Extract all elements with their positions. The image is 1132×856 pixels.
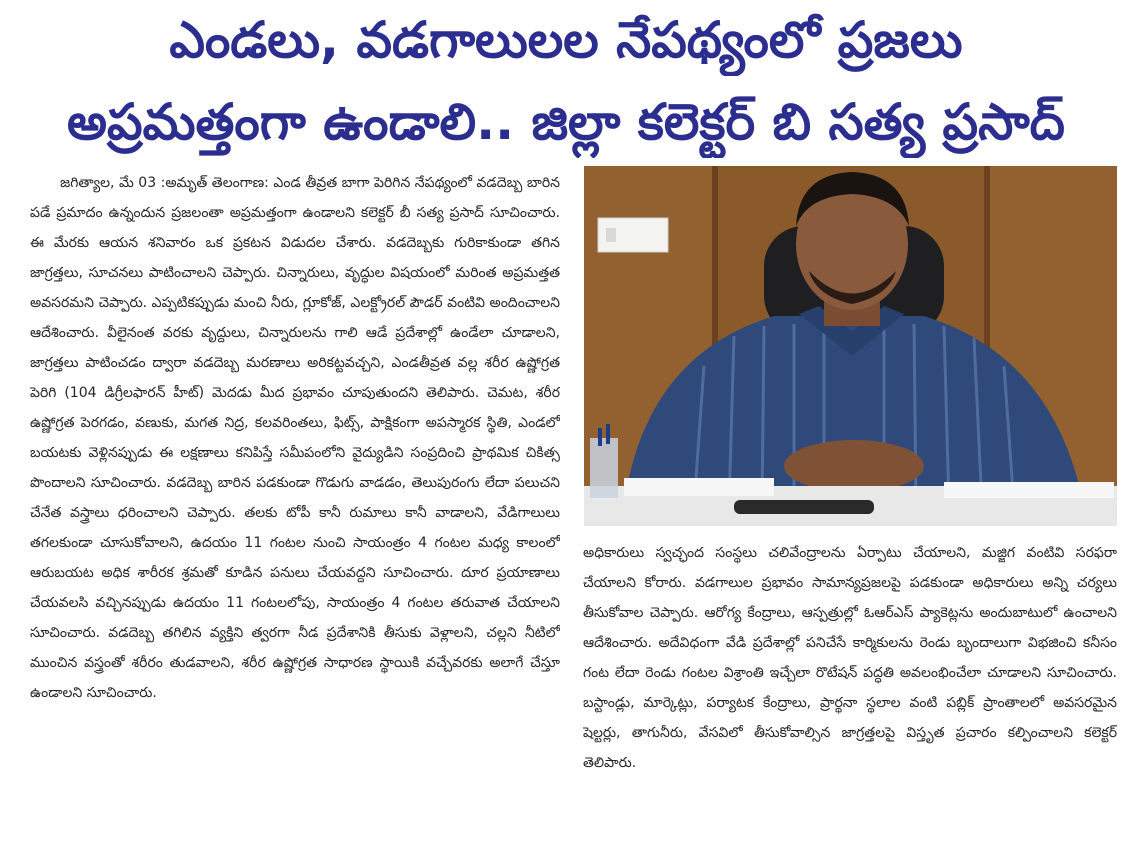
headline-line-1: ఎండలు, వడగాలులల నేపథ్యంలో ప్రజలు <box>169 11 963 69</box>
article-paragraph-left: జగిత్యాల, మే 03 :అమృత్ తెలంగాణ: ఎండ తీవ్రత బాగా పెరిగిన నేపథ్యంలో వడదెబ్బ బారిన పడే ప్రమాదం ఉన్నందున ప్రజలంతా అప్రమత్తంగా ఉండాలని కలెక్టర్ బీ సత్య ప్రసాద్ సూచించారు. ఈ మేరకు ఆయన శనివారం ఒక ప్రకటన విడుదల చేశారు. వడదెబ్బకు గురికాకుండా తగిన జాగ్రత్తలు, సూచనలు పాటించాలని చెప్పారు. చిన్నారులు, వృద్ధుల విషయంలో మరింత అప్రమత్తత అవసరమని చెప్పారు. ఎప్పటికప్పుడు మంచి నీరు, గ్లూకోజ్, ఎలక్ట్రోరల్ పౌడర్ వంటివి అందించాలని ఆదేశించారు. వీలైనంత వరకు వృద్దులు, చిన్నారులను గాలి ఆడే ప్రదేశాల్లో ఉండేలా చూడాలని, జాగ్రత్తలు పాటించడం ద్వారా వడదెబ్బ మరణాలు అరికట్టవచ్చని, ఎండతీవ్రత వల్ల శరీర ఉష్ణోగ్రత పెరిగి (104 డిగ్రీలఫారన్ హీట్) మెదడు మీద ప్రభావం చూపుతుందని తెలిపారు. చెమట, శరీర ఉష్ణోగ్రత పెరగడం, వణుకు, మగత నిద్ర, కలవరింతలు, ఫిట్స్, పాక్షికంగా అపస్మారక స్థితి, ఎండలో బయటకు వెళ్లినప్పుడు ఈ లక్షణాలు కనిపిస్తే సమీపంలోని వైద్యుడిని సంప్రదించి ప్రాథమిక చికిత్స పొందాలని సూచించారు. వడదెబ్బ బారిన పడకుండా గొడుగు వాడడం, తెలుపురంగు లేదా పలుచని చేనేత వస్త్రాలు ధరించాలని చెప్పారు. తలకు టోపీ కానీ రుమాలు కానీ వాడాలని, వేడిగాలులు తగలకుండా చూసుకోవాలని, ఉదయం 11 గంటల నుంచి సాయంత్రం 4 గంటల మధ్య కాలంలో ఆరుబయట అధిక శారీరక శ్రమతో కూడిన పనులు చేయవద్దని సూచించారు. దూర ప్రయాణాలు చేయవలసి వచ్చినప్పుడు ఉదయం 11 గంటలలోపు, సాయంత్రం 4 గంటల తరువాత చేయాలని సూచించారు. వడదెబ్బ తగిలిన వ్యక్తిని త్వరగా నీడ ప్రదేశానికి తీసుకు వెళ్లాలని, చల్లని నీటిలో ముంచిన వస్త్రంతో శరీరం తుడవాలని, శరీర ఉష్ణోగ్రత సాధారణ స్థాయికి వచ్చేవరకు అలాగే చేస్తూ ఉండాలని సూచించారు. <box>30 175 560 701</box>
collector-photo-illustration <box>584 166 1117 526</box>
collector-photo <box>584 166 1117 526</box>
headline-line-2: అప్రమత్తంగా ఉండాలి.. జిల్లా కలెక్టర్ బి సత్య ప్రసాద్ <box>67 93 1065 151</box>
article-left-column <box>30 168 560 850</box>
article-paragraph-right: అధికారులు స్వచ్ఛంద సంస్థలు చలివేంద్రాలను ఏర్పాటు చేయాలని, మజ్జిగ వంటివి సరఫరా చేయాలని కోరారు. వడగాలుల ప్రభావం సామాన్యప్రజలపై పడకుండా అధికారులు అన్ని చర్యలు తీసుకోవాల చెప్పారు. ఆరోగ్య కేంద్రాలు, ఆస్పత్రుల్లో ఓఆర్ఎస్ ప్యాకెట్లను అందుబాటులో ఉంచాలని ఆదేశించారు. అదేవిధంగా వేడి ప్రదేశాల్లో పనిచేసే కార్మికులను రెండు బృందాలుగా విభజించి కనీసం గంట లేదా రెండు గంటల విశ్రాంతి ఇచ్చేలా రొటేషన్ పద్ధతి అవలంభించేలా చూడాలని సూచించారు. బస్టాండ్లు, మార్కెట్లు, పర్యాటక కేంద్రాలు, ప్రార్థనా స్థలాల వంటి పబ్లిక్ ప్రాంతాలలో అవసరమైన షెల్టర్లు, తాగునీరు, వేసవిలో తీసుకోవాల్సిన జాగ్రత్తలపై విస్తృత ప్రచారం కల్పించాలని కలెక్టర్ తెలిపారు. <box>583 545 1117 771</box>
article-right-column <box>583 538 1117 838</box>
